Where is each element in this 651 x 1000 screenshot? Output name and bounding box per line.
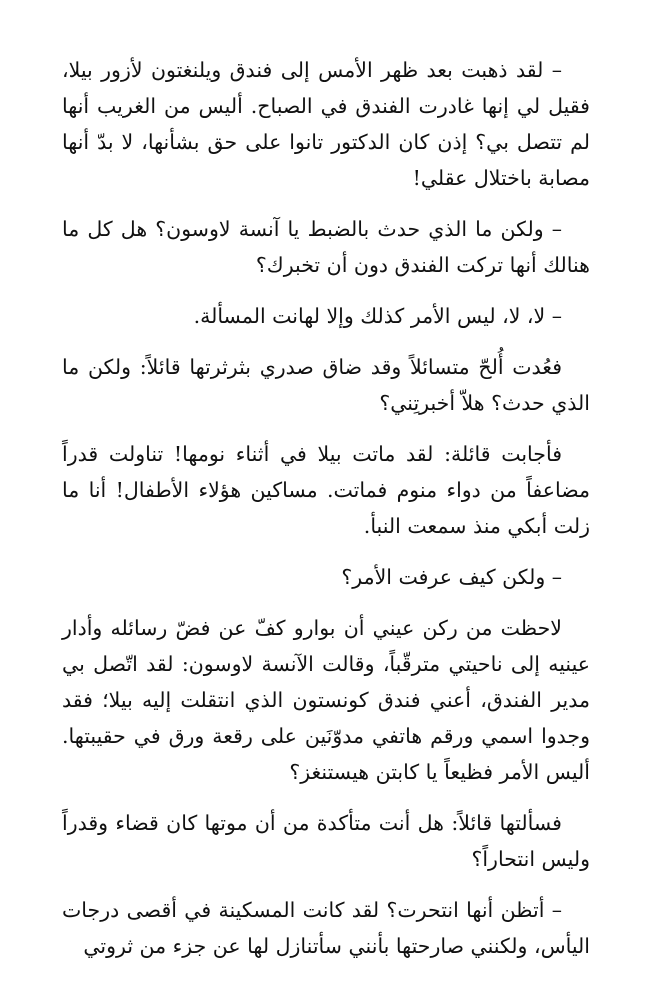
paragraph-1: – لقد ذهبت بعد ظهر الأمس إلى فندق ويلنغتون لأزور بيلا، فقيل لي إنها غادرت الفندق في الصباح. أليس من الغريب أنها لم تتصل بي؟ إذن كان الدكتور تانوا على حق بشأنها، لا بدّ أنها مصابة باختلال عقلي! bbox=[62, 58, 590, 190]
book-page bbox=[62, 52, 590, 979]
paragraph-2: – ولكن ما الذي حدث بالضبط يا آنسة لاوسون؟ هل كل ما هنالك أنها تركت الفندق دون أن تخبرك؟ bbox=[62, 217, 590, 277]
paragraph-5: فأجابت قائلة: لقد ماتت بيلا في أثناء نومها! تناولت قدراً مضاعفاً من دواء منوم فماتت. مساكين هؤلاء الأطفال! أنا ما زلت أبكي منذ سمعت النبأ. bbox=[62, 442, 590, 538]
paragraph-6: – ولكن كيف عرفت الأمر؟ bbox=[341, 565, 562, 589]
paragraph-8: فسألتها قائلاً: هل أنت متأكدة من أن موتها كان قضاء وقدراً وليس انتحاراً؟ bbox=[62, 811, 590, 871]
paragraph-7: لاحظت من ركن عيني أن بوارو كفّ عن فضّ رسائله وأدار عينيه إلى ناحيتي مترقّباً، وقالت الآنسة لاوسون: لقد اتّصل بي مدير الفندق، أعني فندق كونستون الذي انتقلت إليه بيلا؛ فقد وجدوا اسمي ورقم هاتفي مدوّنَين على رقعة ورق في حقيبتها. أليس الأمر فظيعاً يا كابتن هيستنغز؟ bbox=[62, 616, 590, 784]
paragraph-3: – لا، لا، ليس الأمر كذلك وإلا لهانت المسألة. bbox=[193, 304, 562, 328]
paragraph-4: فعُدت أُلحّ متسائلاً وقد ضاق صدري بثرثرتها قائلاً: ولكن ما الذي حدث؟ هلاّ أخبرتِني؟ bbox=[62, 355, 590, 415]
paragraph-9: – أتظن أنها انتحرت؟ لقد كانت المسكينة في أقصى درجات اليأس، ولكنني صارحتها بأنني سأتنازل لها عن جزء من ثروتي bbox=[62, 898, 590, 958]
